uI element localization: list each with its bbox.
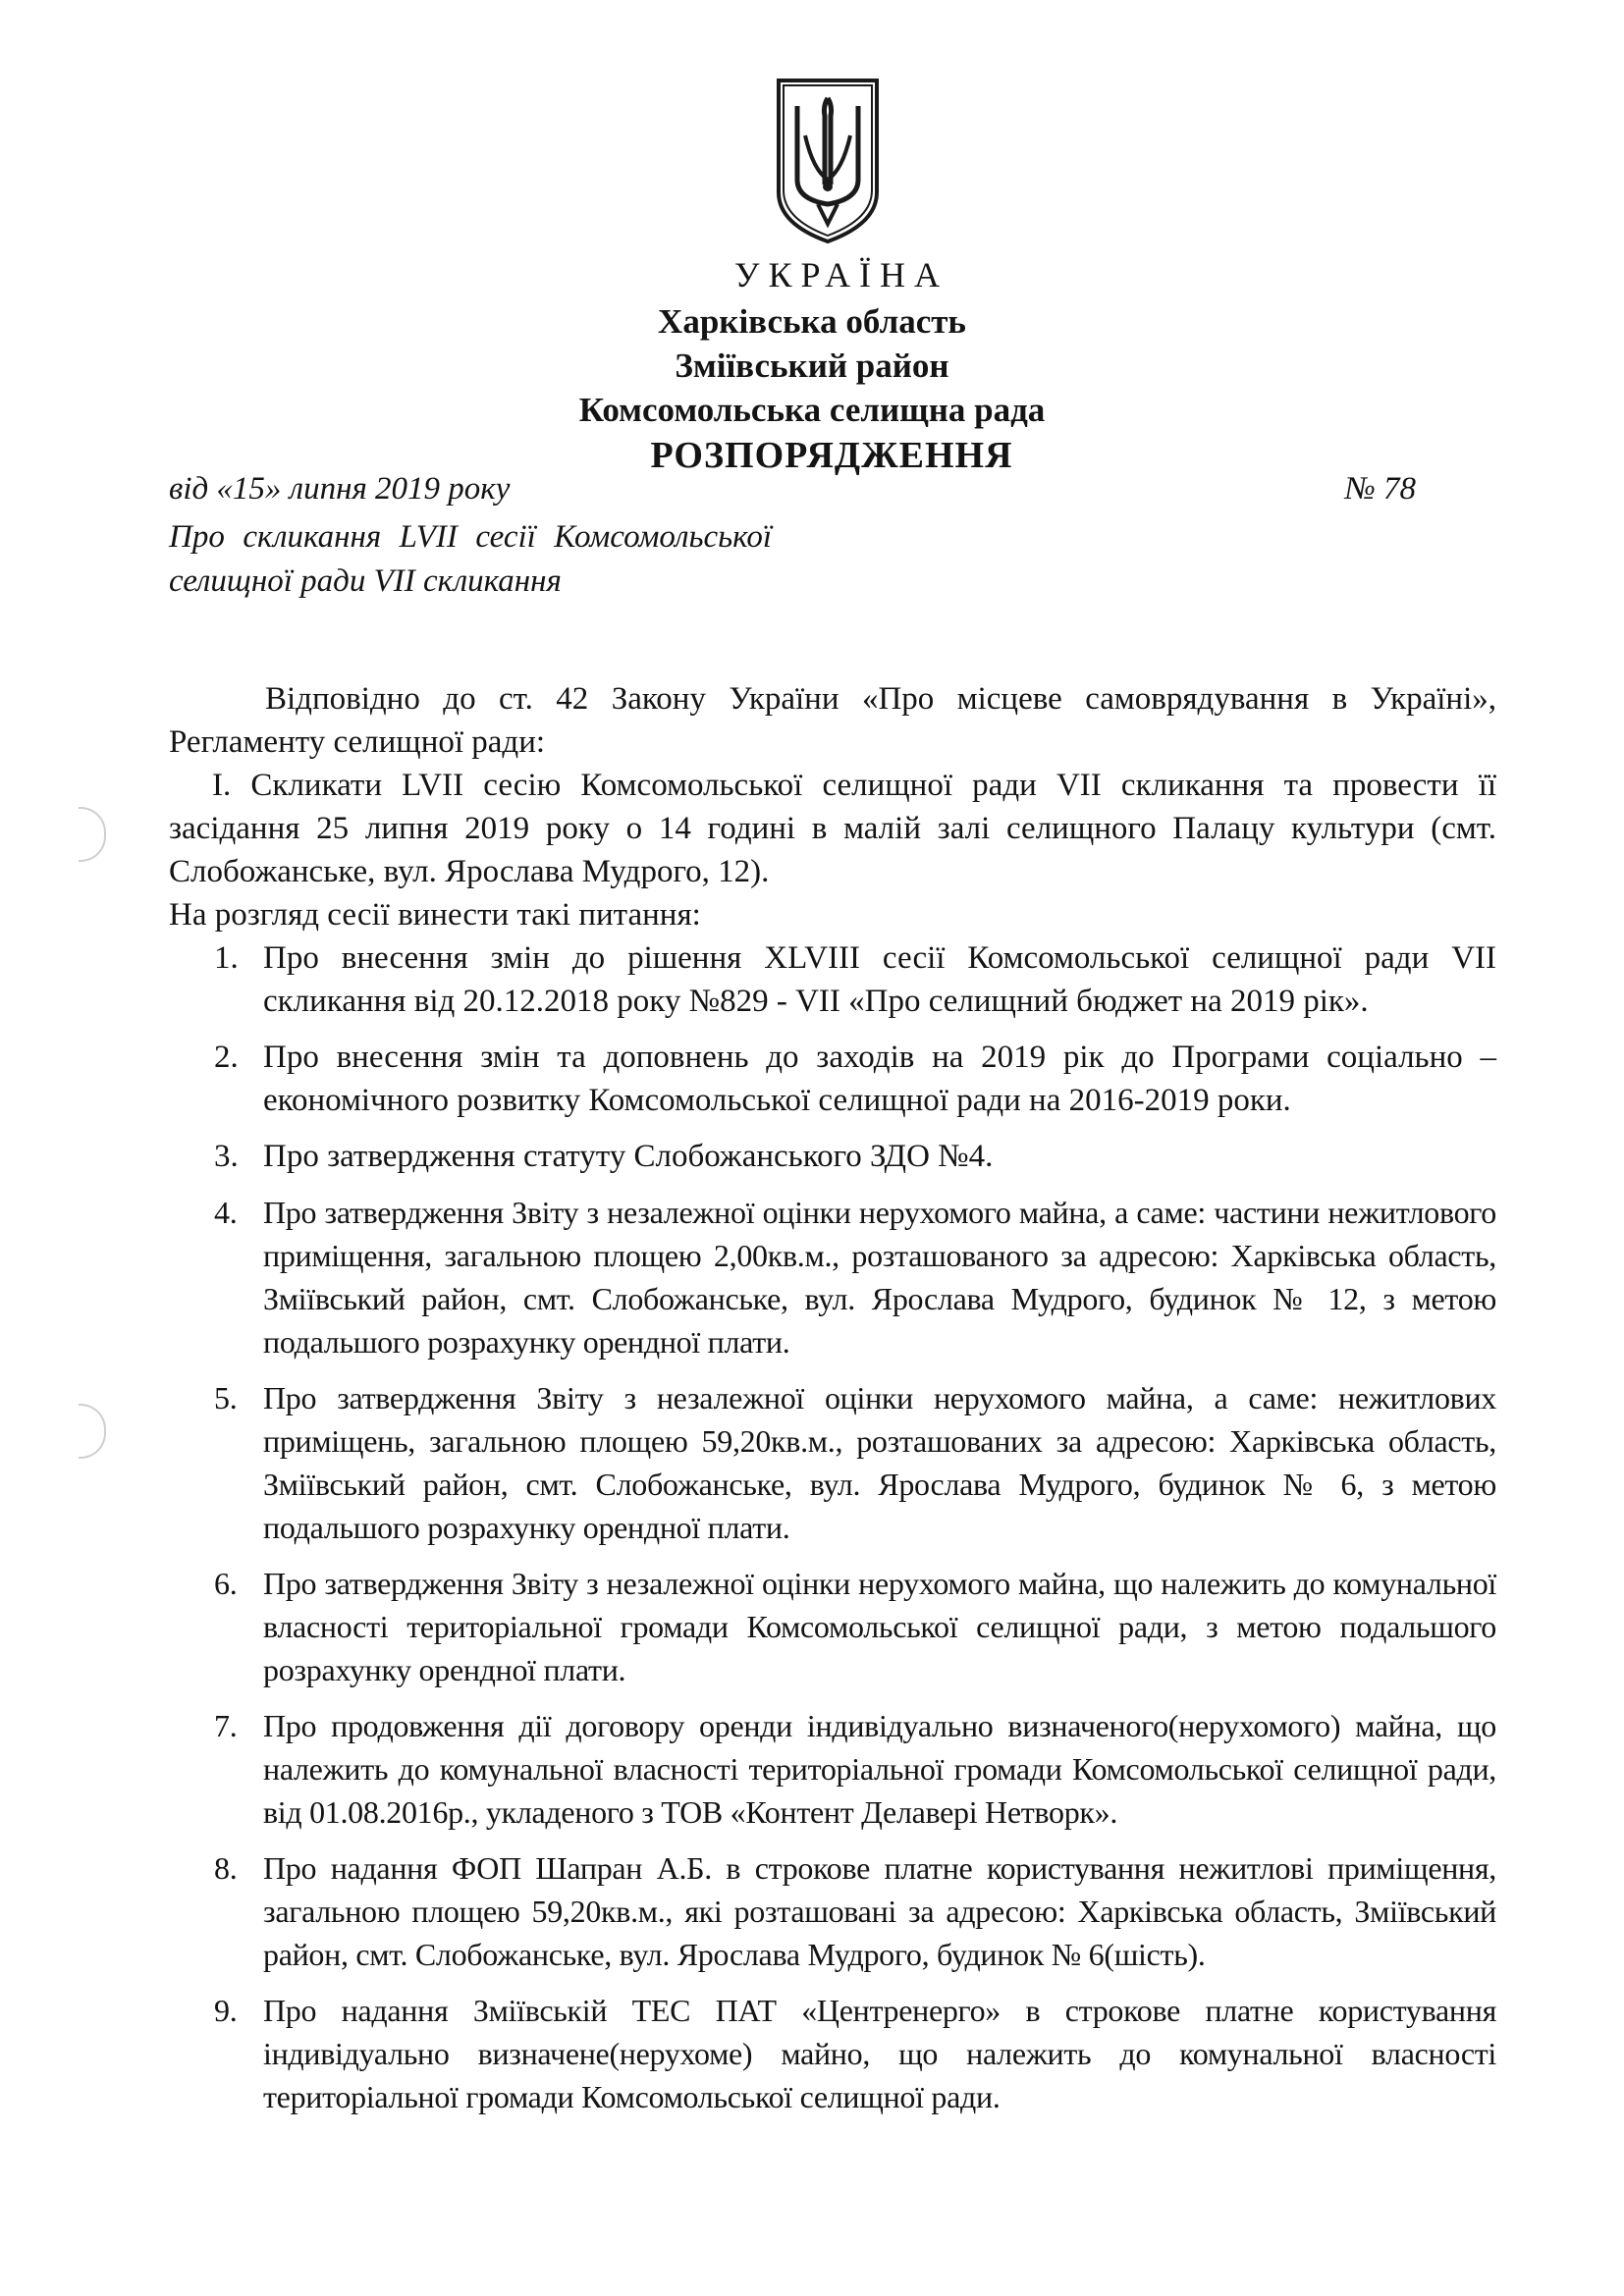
agenda-intro: На розгляд сесії винести такі питання: [169, 897, 701, 933]
agenda-item: 9. Про надання Зміївській ТЕС ПАТ «Центренерго» в строкове платне користування індивідуально визначене(нерухоме) майно, що належить до комунальної власності територіальної громади Комсомольської селищної ради. [214, 1993, 1496, 2114]
agenda-item: 6. Про затвердження Звіту з незалежної оцінки нерухомого майна, що належить до комунальної власності територіальної громади Комсомольської селищної ради, з метою подальшого розрахунку орендної плати. [214, 1566, 1496, 1687]
document-type: РОЗПОРЯДЖЕННЯ [650, 435, 1013, 476]
agenda-item: 4. Про затвердження Звіту з незалежної оцінки нерухомого майна, а саме: частини нежитлового приміщення, загальною площею 2,00кв.м., розташованого за адресою: Харківська область, Зміївський район, смт. Слобожанське, вул. Ярослава Мудрого, будинок № 12, з метою подальшого розрахунку орендної плати. [214, 1195, 1496, 1360]
trident-coat-of-arms-icon [774, 77, 882, 245]
point-one: І. Скликати LVII сесію Комсомольської селищної ради VII скликання та провести її засідання 25 липня 2019 року о 14 годині в малій залі селищного Палацу культури (смт. Слобожанське, вул. Ярослава Мудрого, 12). [169, 768, 1496, 889]
agenda-list [169, 936, 1496, 2118]
region-name: Харківська область [658, 302, 966, 341]
agenda-item: 1. Про внесення змін до рішення XLVIII сесії Комсомольської селищної ради VII скликання від 20.12.2018 року №829 - VII «Про селищний бюджет на 2019 рік». [214, 940, 1496, 1019]
document-body [169, 677, 1496, 2131]
country-name: УКРАЇНА [734, 255, 948, 294]
punch-hole [79, 807, 106, 862]
district-name: Зміївський район [675, 347, 949, 385]
agenda-item: 3. Про затвердження статуту Слобожанського ЗДО №4. [214, 1139, 994, 1174]
agenda-item: 7. Про продовження дії договору оренди індивідуально визначеного(нерухомого) майна, що належить до комунальної власності територіальної громади Комсомольської селищної ради, від 01.08.2016р., укладеного з ТОВ «Контент Делавері Нетворк». [214, 1708, 1496, 1830]
document-header [0, 250, 1624, 479]
agenda-item: 8. Про надання ФОП Шапран А.Б. в строкове платне користування нежитлові приміщення, загальною площею 59,20кв.м., які розташовані за адресою: Харківська область, Зміївський район, смт. Слобожанське, вул. Ярослава Мудрого, будинок № 6(шість). [214, 1850, 1496, 1972]
agenda-item: 5. Про затвердження Звіту з незалежної оцінки нерухомого майна, а саме: нежитлових приміщень, загальною площею 59,20кв.м., розташованих за адресою: Харківська область, Зміївський район, смт. Слобожанське, вул. Ярослава Мудрого, будинок № 6, з метою подальшого розрахунку орендної плати. [214, 1380, 1496, 1545]
council-name: Комсомольська селищна рада [578, 391, 1046, 429]
document-subject: Про скликання LVII сесії Комсомольської селищної ради VII скликання [169, 519, 772, 599]
document-number: № 78 [1344, 471, 1416, 507]
document-date: від «15» липня 2019 року [169, 471, 511, 507]
punch-hole [79, 1404, 106, 1459]
agenda-item: 2. Про внесення змін та доповнень до заходів на 2019 рік до Програми соціально – економічного розвитку Комсомольської селищної ради на 2016-2019 роки. [214, 1040, 1496, 1118]
preamble: Відповідно до ст. 42 Закону України «Про місцеве самоврядування в Україні», Регламенту селищної ради: [169, 681, 1496, 760]
